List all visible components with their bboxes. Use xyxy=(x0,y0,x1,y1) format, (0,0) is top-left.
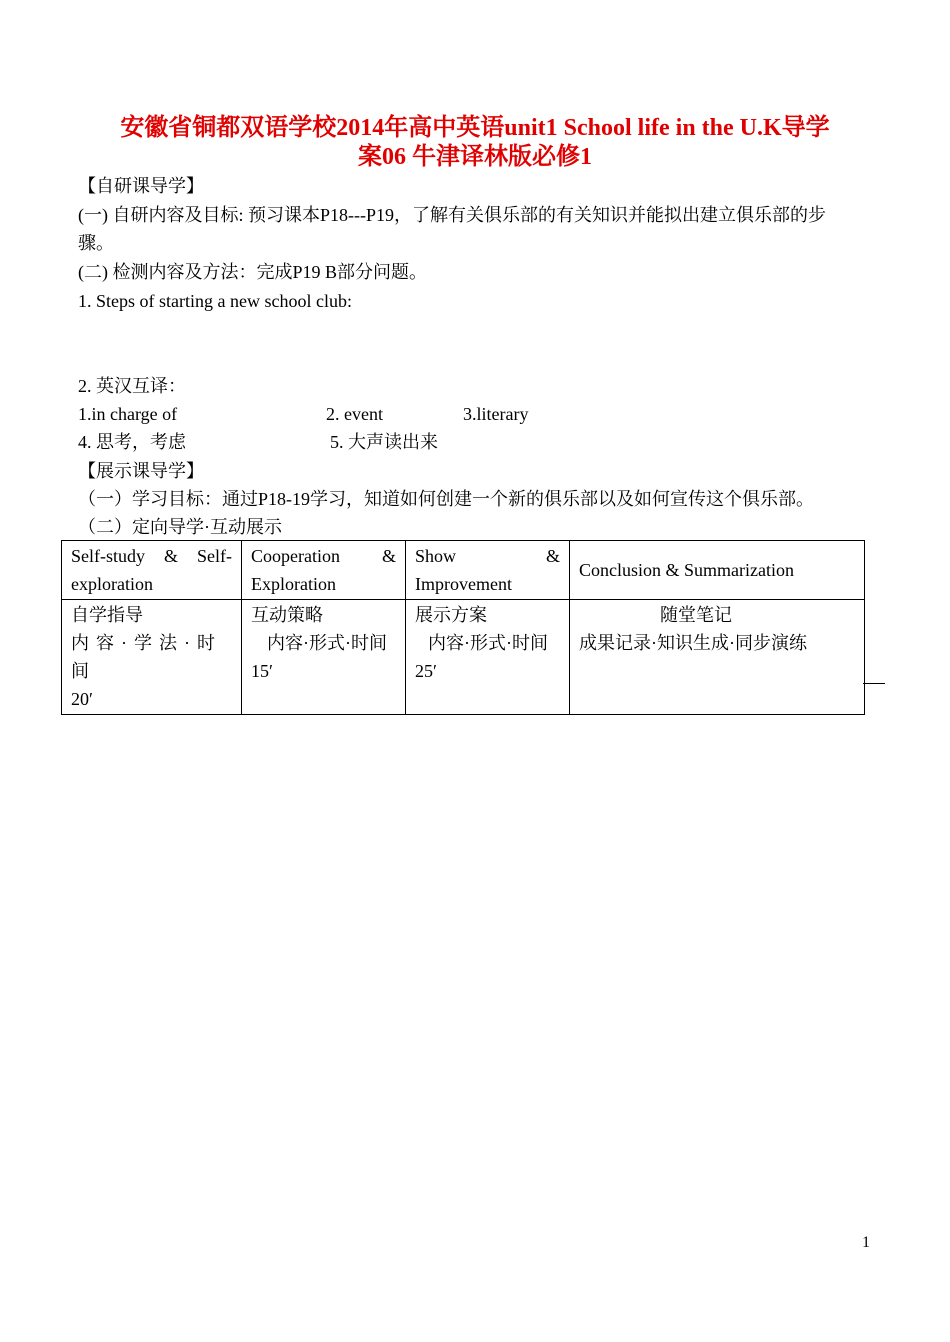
header-cooperation-line-2: Exploration xyxy=(251,574,336,594)
section-heading-self-study: 【自研课导学】 xyxy=(78,176,204,196)
section-heading-show: 【展示课导学】 xyxy=(78,461,204,481)
cell-cooperation-line-2: 内容·形式·时间 xyxy=(267,633,387,653)
cell-conclusion xyxy=(570,600,865,715)
header-cooperation-word-1: Cooperation xyxy=(251,546,340,566)
cell-show-time: 25′ xyxy=(415,661,437,681)
cell-conclusion-line-2: 成果记录·知识生成·同步演练 xyxy=(579,633,807,653)
header-self-study-line-2: exploration xyxy=(71,574,153,594)
cell-self-study-line-1: 自学指导 xyxy=(71,605,143,625)
translate-item-3: 3.literary xyxy=(463,404,529,424)
header-self-study-word-2: & xyxy=(163,546,178,566)
item-one-line-1: (一) 自研内容及目标: 预习课本P18---P19，了解有关俱乐部的有关知识并能拟出建立俱乐部的步 xyxy=(78,205,826,225)
table-body-row xyxy=(62,600,865,715)
translate-item-5: 5. 大声读出来 xyxy=(330,432,438,452)
question-two: 2. 英汉互译： xyxy=(78,376,186,396)
cell-show-line-2: 内容·形式·时间 xyxy=(428,633,548,653)
header-show-line-2: Improvement xyxy=(415,574,512,594)
document-title-line-2: 案06 牛津译林版必修1 xyxy=(358,144,592,170)
cell-cooperation-time: 15′ xyxy=(251,661,273,681)
item-one-line-2: 骤。 xyxy=(78,233,114,253)
lesson-plan-table xyxy=(61,540,865,715)
header-conclusion: Conclusion & Summarization xyxy=(570,541,865,600)
cell-show xyxy=(406,600,570,715)
header-self-study xyxy=(62,541,242,600)
cell-cooperation-line-1: 互动策略 xyxy=(251,605,323,625)
cell-show-line-1: 展示方案 xyxy=(415,605,487,625)
item-two: (二) 检测内容及方法：完成P19 B部分问题。 xyxy=(78,262,428,282)
cell-cooperation xyxy=(242,600,406,715)
learning-goal: （一）学习目标：通过P18-19学习，知道如何创建一个新的俱乐部以及如何宣传这个俱乐部。 xyxy=(78,489,815,509)
table-header-row xyxy=(62,541,865,600)
header-self-study-word-1: Self-study xyxy=(71,546,145,566)
cell-self-study-line-2: 内容·学法·时间 xyxy=(71,633,222,681)
translate-item-4: 4. 思考，考虑 xyxy=(78,432,186,452)
guided-learning-heading: （二）定向导学·互动展示 xyxy=(78,517,282,537)
table-trailing-rule xyxy=(863,683,885,684)
header-self-study-word-3: Self- xyxy=(196,546,232,566)
header-show-word-2: & xyxy=(545,546,560,566)
header-cooperation xyxy=(242,541,406,600)
document-title-line-1: 安徽省铜都双语学校2014年高中英语unit1 School life in the U.K导学 xyxy=(120,115,830,141)
cell-self-study xyxy=(62,600,242,715)
header-cooperation-word-2: & xyxy=(381,546,396,566)
cell-self-study-time: 20′ xyxy=(71,689,93,709)
header-show-word-1: Show xyxy=(415,546,457,566)
cell-conclusion-line-1: 随堂笔记 xyxy=(660,605,732,625)
question-one: 1. Steps of starting a new school club: xyxy=(78,291,352,311)
page-number: 1 xyxy=(862,1234,870,1251)
header-show xyxy=(406,541,570,600)
translate-item-2: 2. event xyxy=(326,404,383,424)
translate-item-1: 1.in charge of xyxy=(78,404,178,424)
